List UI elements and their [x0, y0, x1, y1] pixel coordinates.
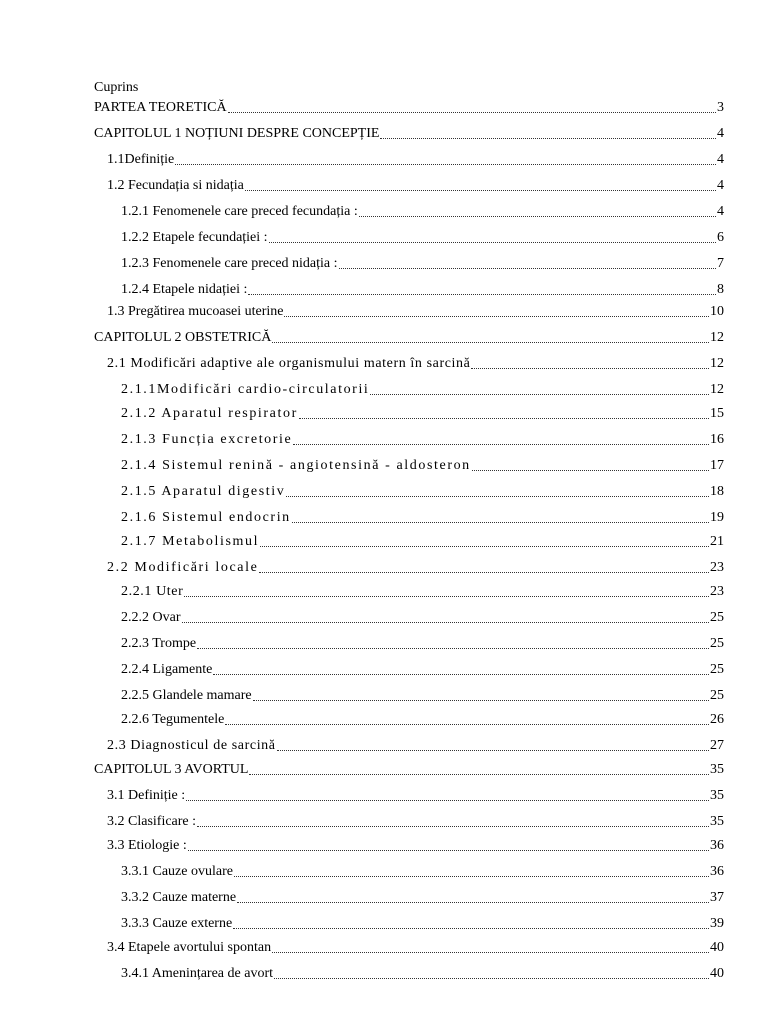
toc-entry-title: 2.1.2 Aparatul respirator — [121, 406, 298, 421]
toc-entry[interactable] — [121, 658, 724, 678]
toc-entry-title: 3.2 Clasificare : — [107, 814, 197, 829]
dot-leader — [184, 595, 709, 597]
toc-entry[interactable] — [94, 96, 724, 116]
toc-entry-title: 3.3 Etiologie : — [107, 838, 187, 853]
toc-page-number: 7 — [717, 256, 724, 271]
toc-entry-title: 1.2.1 Fenomenele care preced fecundația : — [121, 204, 358, 219]
toc-page-number: 35 — [710, 788, 724, 803]
toc-entry-title: 2.2 Modificări locale — [107, 560, 259, 575]
toc-page-number: 25 — [710, 688, 724, 703]
dot-leader — [237, 901, 709, 903]
toc-page-number: 12 — [710, 330, 724, 345]
toc-page-number: 25 — [710, 662, 724, 677]
toc-entry-title: 2.1 Modificări adaptive ale organismului matern în sarcină — [107, 356, 471, 371]
toc-entry[interactable] — [121, 684, 724, 704]
toc-page-number: 18 — [710, 484, 724, 499]
dot-leader — [248, 293, 716, 295]
toc-entry-title: CAPITOLUL 2 OBSTETRICĂ — [94, 330, 272, 345]
toc-entry[interactable] — [107, 810, 724, 830]
dot-leader — [299, 417, 709, 419]
toc-page-number: 12 — [710, 356, 724, 371]
toc-entry[interactable] — [94, 122, 724, 142]
toc-page-number: 21 — [710, 534, 724, 549]
toc-page-number: 4 — [717, 178, 724, 193]
dot-leader — [277, 749, 709, 751]
toc-entry[interactable] — [121, 252, 724, 272]
toc-page-number: 6 — [717, 230, 724, 245]
dot-leader — [472, 469, 709, 471]
dot-leader — [245, 189, 716, 191]
dot-leader — [197, 647, 709, 649]
toc-page-number: 26 — [710, 712, 724, 727]
dot-leader — [272, 951, 709, 953]
toc-page-number: 17 — [710, 458, 724, 473]
toc-entry-title: 3.3.2 Cauze materne — [121, 890, 237, 905]
toc-entry-title: 2.2.2 Ovar — [121, 610, 181, 625]
toc-entry-title: 2.2.3 Trompe — [121, 636, 197, 651]
toc-entry-title: 2.2.4 Ligamente — [121, 662, 213, 677]
toc-entry[interactable] — [121, 402, 724, 422]
toc-entry[interactable] — [107, 174, 724, 194]
toc-entry[interactable] — [121, 454, 724, 474]
dot-leader — [370, 393, 709, 395]
dot-leader — [259, 571, 709, 573]
toc-page-number: 35 — [710, 814, 724, 829]
toc-entry[interactable] — [107, 784, 724, 804]
toc-entry[interactable] — [107, 352, 724, 372]
toc-entry[interactable] — [107, 734, 724, 754]
toc-page-number: 12 — [710, 382, 724, 397]
dot-leader — [284, 315, 709, 317]
dot-leader — [253, 699, 709, 701]
dot-leader — [175, 163, 716, 165]
toc-page-number: 40 — [710, 940, 724, 955]
dot-leader — [213, 673, 709, 675]
toc-entry[interactable] — [121, 480, 724, 500]
toc-entry-title: CAPITOLUL 1 NOȚIUNI DESPRE CONCEPȚIE — [94, 126, 380, 141]
toc-page-number: 36 — [710, 864, 724, 879]
toc-page-number: 16 — [710, 432, 724, 447]
toc-entry[interactable] — [107, 148, 724, 168]
toc-heading: Cuprins — [94, 80, 139, 95]
toc-entry-title: 3.4.1 Amenințarea de avort — [121, 966, 274, 981]
toc-entry[interactable] — [107, 936, 724, 956]
dot-leader — [471, 367, 709, 369]
toc-entry-title: 2.1.1Modificări cardio-circulatorii — [121, 382, 370, 397]
toc-entry[interactable] — [121, 962, 724, 982]
toc-page-number: 4 — [717, 204, 724, 219]
toc-entry[interactable] — [121, 378, 724, 398]
toc-entry-title: 1.2.2 Etapele fecundației : — [121, 230, 268, 245]
toc-entry[interactable] — [121, 606, 724, 626]
toc-entry[interactable] — [121, 428, 724, 448]
toc-page-number: 23 — [710, 584, 724, 599]
toc-page-number: 4 — [717, 152, 724, 167]
dot-leader — [233, 927, 709, 929]
toc-entry[interactable] — [121, 886, 724, 906]
toc-entry[interactable] — [107, 556, 724, 576]
dot-leader — [182, 621, 710, 623]
toc-entry[interactable] — [107, 300, 724, 320]
toc-entry[interactable] — [121, 860, 724, 880]
dot-leader — [260, 545, 709, 547]
toc-page-number: 8 — [717, 282, 724, 297]
toc-entry-title: 2.1.7 Metabolismul — [121, 534, 260, 549]
dot-leader — [293, 443, 709, 445]
dot-leader — [186, 799, 709, 801]
toc-entry-title: 1.2.4 Etapele nidației : — [121, 282, 248, 297]
dot-leader — [286, 495, 709, 497]
toc-entry-title: 2.2.1 Uter — [121, 584, 184, 599]
dot-leader — [359, 215, 716, 217]
dot-leader — [197, 825, 709, 827]
toc-page-number: 39 — [710, 916, 724, 931]
toc-entry[interactable] — [94, 758, 724, 778]
toc-page-number: 19 — [710, 510, 724, 525]
toc-entry-title: 2.1.4 Sistemul renină - angiotensină - aldosteron — [121, 458, 471, 473]
toc-page-number: 36 — [710, 838, 724, 853]
toc-entry[interactable] — [121, 506, 724, 526]
dot-leader — [272, 341, 709, 343]
dot-leader — [225, 723, 709, 725]
toc-entry-title: 1.2 Fecundația si nidația — [107, 178, 244, 193]
toc-entry[interactable] — [94, 326, 724, 346]
toc-entry[interactable] — [121, 708, 724, 728]
toc-entry[interactable] — [121, 278, 724, 298]
toc-page-number: 35 — [710, 762, 724, 777]
toc-entry-title: 1.2.3 Fenomenele care preced nidația : — [121, 256, 338, 271]
toc-page-number: 27 — [710, 738, 724, 753]
toc-page-number: 25 — [710, 636, 724, 651]
dot-leader — [269, 241, 716, 243]
dot-leader — [274, 977, 709, 979]
toc-entry-title: CAPITOLUL 3 AVORTUL — [94, 762, 249, 777]
toc-entry-title: 2.2.5 Glandele mamare — [121, 688, 252, 703]
toc-entry[interactable] — [121, 580, 724, 600]
toc-entry-title: PARTEA TEORETICĂ — [94, 100, 227, 115]
toc-page-number: 15 — [710, 406, 724, 421]
toc-entry-title: 3.3.1 Cauze ovulare — [121, 864, 233, 879]
dot-leader — [292, 521, 709, 523]
toc-entry-title: 2.3 Diagnosticul de sarcină — [107, 738, 276, 753]
toc-page-number: 23 — [710, 560, 724, 575]
toc-entry-title: 1.3 Pregătirea mucoasei uterine — [107, 304, 284, 319]
toc-page-number: 10 — [710, 304, 724, 319]
toc-entry-title: 2.1.6 Sistemul endocrin — [121, 510, 291, 525]
toc-entry-title: 3.1 Definiție : — [107, 788, 186, 803]
dot-leader — [228, 111, 716, 113]
toc-page-number: 3 — [717, 100, 724, 115]
toc-entry[interactable] — [121, 632, 724, 652]
toc-entry-title: 3.4 Etapele avortului spontan — [107, 940, 272, 955]
toc-page-number: 25 — [710, 610, 724, 625]
dot-leader — [234, 875, 709, 877]
toc-entry-title: 2.2.6 Tegumentele — [121, 712, 225, 727]
toc-page-number: 37 — [710, 890, 724, 905]
toc-entry[interactable] — [107, 834, 724, 854]
dot-leader — [249, 773, 709, 775]
toc-entry[interactable] — [121, 226, 724, 246]
toc-entry[interactable] — [121, 200, 724, 220]
toc-entry-title: 2.1.5 Aparatul digestiv — [121, 484, 286, 499]
toc-entry-title: 3.3.3 Cauze externe — [121, 916, 233, 931]
toc-entry-title: 2.1.3 Funcția excretorie — [121, 432, 293, 447]
toc-page-number: 40 — [710, 966, 724, 981]
toc-entry-title: 1.1Definiție — [107, 152, 175, 167]
toc-page-number: 4 — [717, 126, 724, 141]
toc-entry[interactable] — [121, 912, 724, 932]
dot-leader — [188, 849, 709, 851]
dot-leader — [380, 137, 716, 139]
dot-leader — [339, 267, 716, 269]
toc-entry[interactable] — [121, 530, 724, 550]
